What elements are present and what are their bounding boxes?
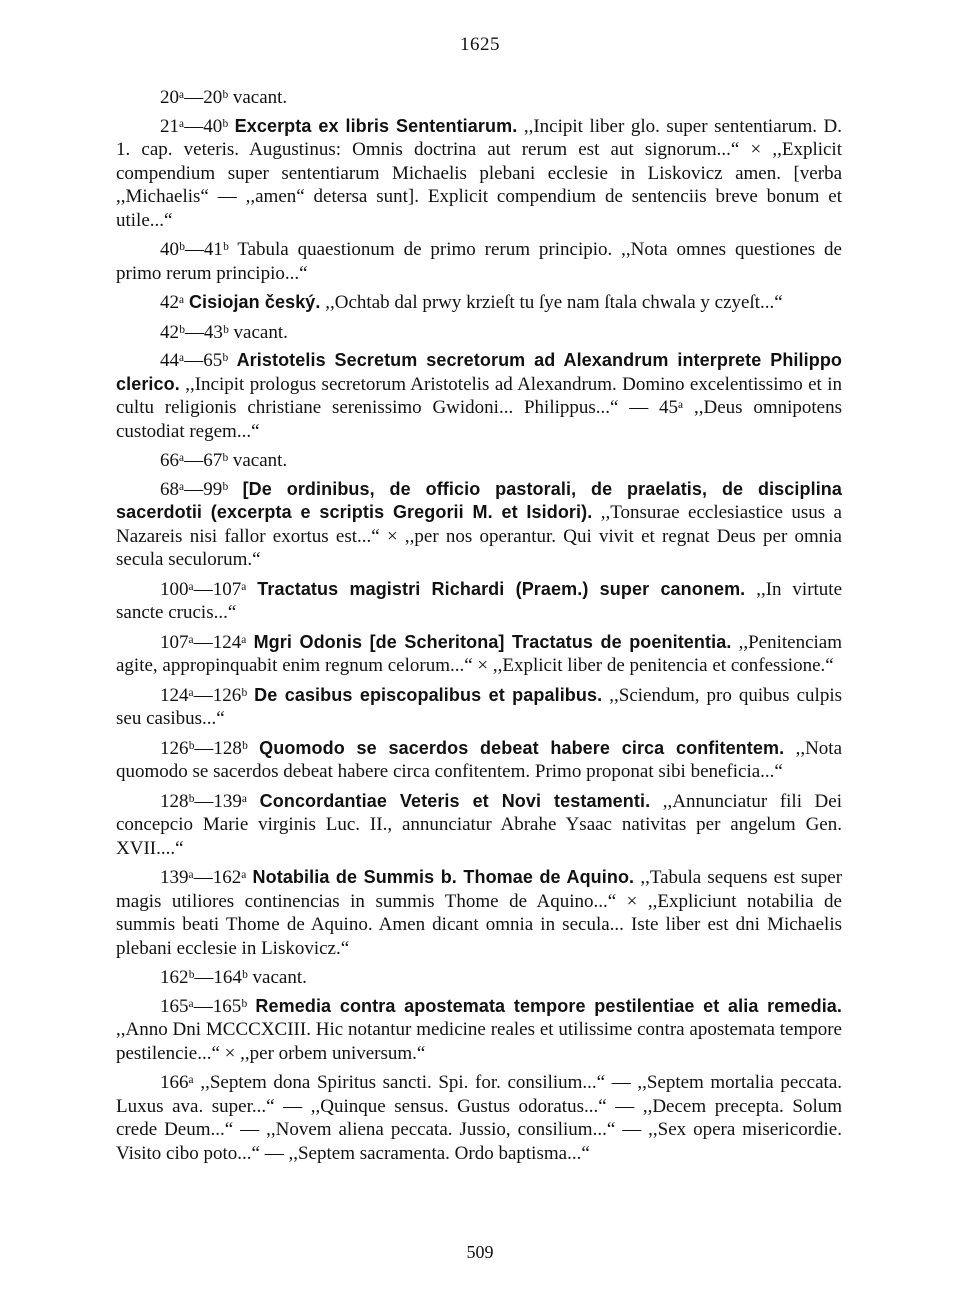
- folio-range: 44ᵃ—65ᵇ: [160, 350, 229, 371]
- entry-heading: Cisiojan český.: [188, 292, 321, 312]
- entry-text: ,,Incipit prologus secretorum Aristotelis ad Alexandrum. Domino excelentissimo et in cultu religionis christiane serenissimo Gwidoni... Philippus...“ — 45ᵃ ,,Deus omnipotens custodiat regem...“: [116, 373, 842, 442]
- catalogue-entry: [116, 966, 842, 990]
- folio-range: 124ᵃ—126ᵇ: [160, 684, 248, 706]
- folio-range: 40ᵇ—41ᵇ: [160, 239, 229, 260]
- entry-heading: Quomodo se sacerdos debeat habere circa confitentem.: [259, 737, 785, 758]
- folio-range: 139ᵃ—162ᵃ: [160, 867, 247, 888]
- entry-text: ,,Penitenciam agite, appropinquabit enim regnum celorum...“ × ,,Explicit liber de penitencia et confessione.“: [116, 631, 843, 676]
- entry-heading: Excerpta ex libris Sententiarum.: [234, 115, 518, 136]
- entry-text: ,,Septem dona Spiritus sancti. Spi. for. consilium...“ — ,,Septem mortalia peccata. Luxus ava. super...“ — ,,Quinque sensus. Gustus odoratus...“ — ,,Decem precepta. Solum crede Deum...“ — ,,Novem aliena peccata. Jussio, consilium...“ — ,,Sex opera misericordie. Visito cibo poto...“ — ,,Septem sacramenta. Ordo baptisma...“: [116, 1072, 843, 1164]
- folio-range: 165ᵃ—165ᵇ: [160, 995, 248, 1017]
- entry-heading: Mgri Odonis [de Scheritona] Tractatus de poenitentia.: [253, 631, 732, 652]
- catalogue-entry: [116, 737, 842, 784]
- catalogue-entry: [116, 1071, 842, 1165]
- folio-range: 66ᵃ—67ᵇ: [160, 450, 229, 471]
- catalogue-entry: [116, 321, 842, 345]
- page-number-bottom: 509: [466, 1242, 494, 1262]
- folio-range: 21ᵃ—40ᵇ: [160, 115, 229, 137]
- folio-range: 166ᵃ: [160, 1072, 194, 1093]
- entry-heading: Concordantiae Veteris et Novi testamenti.: [259, 790, 651, 811]
- entry-heading: [De ordinibus, de officio pastorali, de praelatis, de disciplina sacerdotii (excerpta e scriptis Gregorii M. et Isidori).: [116, 478, 843, 522]
- entry-text: ,,Tonsurae ecclesiastice usus a Nazareis nisi fallor exortus est...“ × ,,per nos operantur. Qui vivit et regnat Deus per omnia secula seculorum.“: [116, 502, 842, 570]
- catalogue-entry: [116, 866, 842, 960]
- catalogue-entry: [116, 995, 842, 1066]
- catalogue-entry: [116, 115, 842, 233]
- folio-range: 162ᵇ—164ᵇ: [160, 967, 248, 988]
- entry-text: ,,Incipit liber glo. super sententiarum. D. 1. cap. veteris. Augustinus: Omnis doctrina aut rerum est aut signorum...“ × ,,Explicit compendium super sententiarum Michaelis plebani ecclesie in Liskovicz amen. [verba ,,Michaelis“ — ,,amen“ detersa sunt]. Explicit compendium de sentenciis breve bonum et utile...“: [116, 115, 842, 231]
- folio-range: 126ᵇ—128ᵇ: [160, 737, 248, 759]
- entry-text: vacant.: [232, 87, 288, 108]
- catalogue-entry: [116, 238, 842, 285]
- entry-heading: Aristotelis Secretum secretorum ad Alexandrum interprete Philippo clerico.: [116, 350, 843, 394]
- folio-range: 20ᵃ—20ᵇ: [160, 87, 229, 108]
- entry-heading: Remedia contra apostemata tempore pestilentiae et alia remedia.: [255, 995, 843, 1016]
- folio-range: 107ᵃ—124ᵃ: [160, 631, 247, 653]
- folio-range: 42ᵃ: [160, 292, 185, 313]
- entry-heading: De casibus episcopalibus et papalibus.: [254, 684, 603, 705]
- catalogue-entry: [116, 86, 842, 110]
- entry-text: vacant.: [233, 321, 288, 343]
- catalogue-entry: [116, 349, 842, 443]
- folio-range: 68ᵃ—99ᵇ: [160, 478, 229, 500]
- catalogue-entry: [116, 291, 842, 315]
- catalogue-entry: [116, 449, 842, 473]
- page-number-top: 1625: [460, 34, 500, 55]
- entry-text: ,,Ochtab dal prwy krzieſt tu ſye nam ſtala chwala y czyeſt...“: [325, 292, 783, 313]
- catalogue-entry: [116, 578, 842, 625]
- entry-text: Tabula quaestionum de primo rerum principio. ,,Nota omnes questiones de primo rerum principio...“: [116, 239, 842, 284]
- entry-text: vacant.: [232, 450, 288, 471]
- entry-text: ,,Annunciatur fili Dei concepcio Marie virginis Luc. II., annunciatur Abrahe Ysaac nativitas per angelum Gen. XVII....“: [116, 790, 842, 859]
- entry-text: ,,Anno Dni MCCCXCIII. Hic notantur medicine reales et utilissime contra apostemata tempore pestilencie...“ × ,,per orbem universum.“: [116, 1019, 842, 1064]
- entry-text: ,,Sciendum, pro quibus culpis seu casibus...“: [116, 684, 843, 729]
- entry-text: ,,Tabula sequens est super magis utiliores continencias in summis Thome de Aquino...“ × ,,Expliciunt notabilia de summis beati Thome de Aquino. Amen dicant omnia in secula... Iste liber est dni Michaelis plebani ecclesie in Liskovicz.“: [116, 867, 843, 959]
- catalogue-body: [116, 86, 842, 1171]
- entry-text: ,,Nota quomodo se sacerdos debeat habere circa confitentem. Primo proponat sibi beneficia...“: [116, 737, 843, 782]
- folio-range: 100ᵃ—107ᵃ: [160, 578, 247, 600]
- entry-heading: Notabilia de Summis b. Thomae de Aquino.: [252, 867, 635, 887]
- entry-heading: Tractatus magistri Richardi (Praem.) super canonem.: [257, 578, 746, 599]
- folio-range: 128ᵇ—139ᵃ: [160, 790, 248, 812]
- catalogue-entry: [116, 684, 842, 731]
- entry-text: vacant.: [252, 967, 307, 988]
- catalogue-entry: [116, 790, 842, 861]
- catalogue-entry: [116, 478, 842, 572]
- folio-range: 42ᵇ—43ᵇ: [160, 321, 229, 343]
- entry-text: ,,In virtute sancte crucis...“: [116, 578, 843, 623]
- catalogue-entry: [116, 631, 842, 678]
